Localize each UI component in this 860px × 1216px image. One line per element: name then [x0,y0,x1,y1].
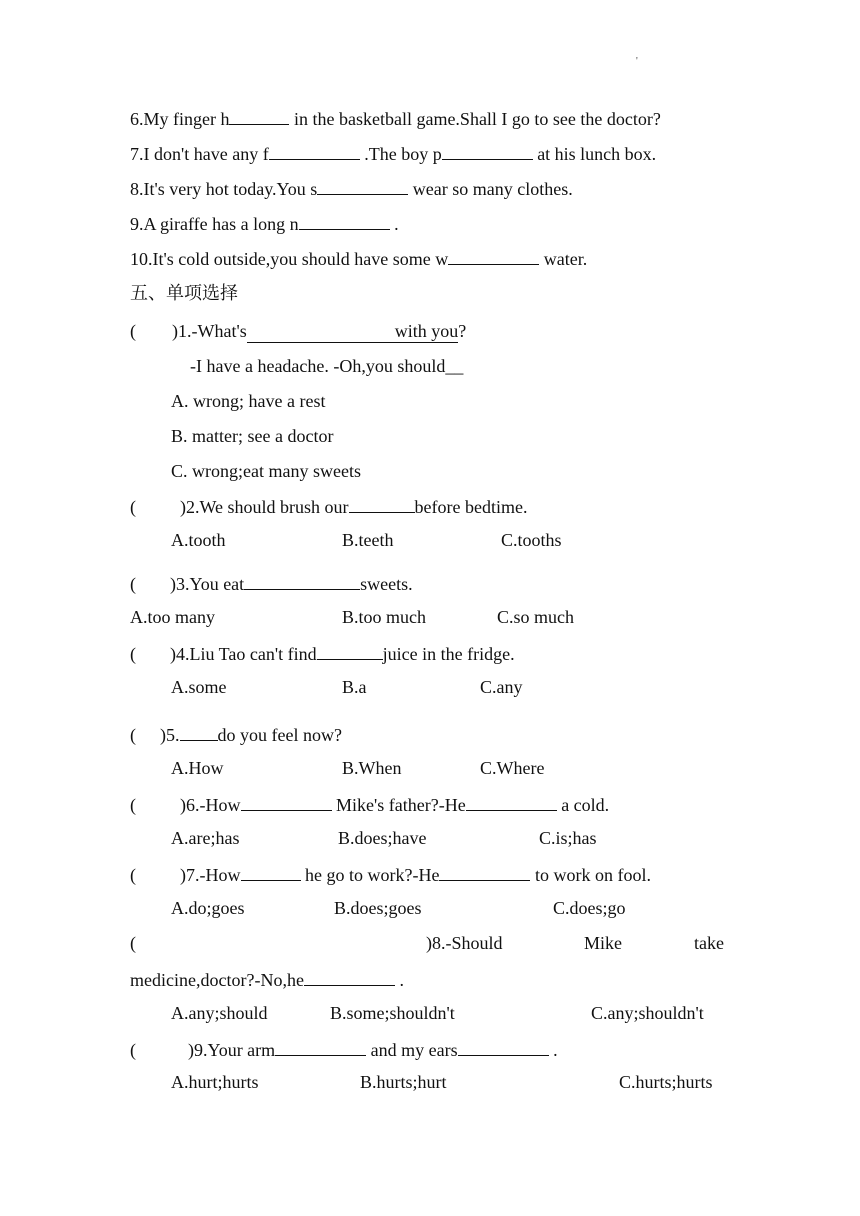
option-b[interactable]: B.does;have [338,828,427,848]
answer-blank[interactable] [241,862,301,881]
answer-blank[interactable] [448,246,539,265]
option-c[interactable]: C.Where [480,758,545,778]
question-text: )7.-How [180,865,241,885]
question-text: 8.It's very hot today.You s [130,179,318,199]
paren: ( [130,497,136,517]
page-mark: ' [636,56,638,67]
question-text: water. [539,249,588,269]
answer-blank[interactable] [317,641,383,660]
question-text: a cold. [556,795,610,815]
answer-blank[interactable] [299,211,390,230]
mc-question-9 [130,1037,558,1061]
fill-question-9 [130,211,399,235]
question-text: 7.I don't have any f [130,144,269,164]
answer-blank[interactable] [241,792,332,811]
option-c[interactable]: C. wrong;eat many sweets [171,461,361,481]
fill-question-7 [130,141,656,165]
mc-question-4 [130,641,515,665]
option-c[interactable]: C.any;shouldn't [591,1003,704,1023]
answer-blank[interactable] [349,494,415,513]
paren: ( [130,574,136,594]
question-text: 9.A giraffe has a long n [130,214,299,234]
question-text: and my ears [366,1040,458,1060]
mc-question-3 [130,571,413,595]
mc-question-2 [130,494,527,518]
option-c[interactable]: C.tooths [501,530,562,550]
fill-question-8 [130,176,573,200]
mc-question-8-paren: ( [130,933,136,953]
question-text: Mike [584,933,622,953]
answer-blank[interactable] [304,967,395,986]
answer-blank[interactable] [247,320,459,343]
question-text: take [694,933,724,953]
answer-blank[interactable] [442,141,533,160]
option-a[interactable]: A.are;has [171,828,240,848]
option-c[interactable]: C.so much [497,607,575,627]
question-text: )8.-Should [426,933,503,953]
mc-question-5 [130,722,342,746]
option-c[interactable]: C.is;has [539,828,597,848]
question-text: juice in the fridge. [382,644,515,664]
option-a[interactable]: A.too many [130,607,215,627]
option-c[interactable]: C.any [480,677,523,697]
paren: ( [130,1040,136,1060]
question-text: wear so many clothes. [408,179,573,199]
option-a[interactable]: A.some [171,677,227,697]
option-b[interactable]: B.some;shouldn't [330,1003,455,1023]
paren: ( [130,865,136,885]
fill-question-10 [130,246,587,270]
dialog-line: -I have a headache. -Oh,you should__ [190,356,464,376]
question-text: do you feel now? [217,725,342,745]
question-text: ? [458,321,467,341]
question-text: he go to work?-He [300,865,440,885]
question-text: . [548,1040,558,1060]
mc-question-7 [130,862,651,886]
section-title: 五、单项选择 [130,283,238,303]
option-a[interactable]: A.any;should [171,1003,268,1023]
question-text: 6.My finger h [130,109,230,129]
option-b[interactable]: B.too much [342,607,426,627]
question-text: at his lunch box. [532,144,657,164]
answer-blank[interactable] [458,1037,549,1056]
option-a[interactable]: A.hurt;hurts [171,1072,259,1092]
answer-blank[interactable] [244,571,360,590]
answer-blank[interactable] [466,792,557,811]
option-b[interactable]: B.hurts;hurt [360,1072,447,1092]
answer-blank[interactable] [229,106,289,125]
question-text: . [394,970,404,990]
paren: ( [130,725,136,745]
question-text: )2.We should brush our [180,497,349,517]
option-a[interactable]: A. wrong; have a rest [171,391,326,411]
answer-blank[interactable] [275,1037,366,1056]
question-text: sweets. [360,574,413,594]
question-text: )5. [160,725,180,745]
option-b[interactable]: B.teeth [342,530,394,550]
question-text: in the basketball game.Shall I go to see the doctor? [289,109,661,129]
question-text: .The boy p [359,144,442,164]
option-b[interactable]: B.does;goes [334,898,422,918]
mc-question-6 [130,792,609,816]
question-text: . [389,214,399,234]
question-text: with you [394,321,459,341]
option-b[interactable]: B.a [342,677,367,697]
option-b[interactable]: B.When [342,758,402,778]
question-text: medicine,doctor?-No,he [130,970,304,990]
answer-blank[interactable] [439,862,530,881]
question-text: )9.Your arm [188,1040,276,1060]
option-a[interactable]: A.do;goes [171,898,245,918]
question-text: 10.It's cold outside,you should have some w [130,249,449,269]
question-text: Mike's father?-He [331,795,466,815]
paren: ( [130,321,136,341]
question-text: before bedtime. [414,497,528,517]
paren: ( [130,644,136,664]
question-text: to work on fool. [530,865,651,885]
option-a[interactable]: A.tooth [171,530,226,550]
option-c[interactable]: C.hurts;hurts [619,1072,713,1092]
answer-blank[interactable] [317,176,408,195]
answer-blank[interactable] [269,141,360,160]
question-text: )4.Liu Tao can't find [170,644,317,664]
option-a[interactable]: A.How [171,758,224,778]
option-c[interactable]: C.does;go [553,898,626,918]
question-text: )3.You eat [170,574,245,594]
question-text: )1.-What's [172,321,247,341]
mc-question-1 [130,320,466,343]
answer-blank[interactable] [180,722,218,741]
paren: ( [130,795,136,815]
fill-question-6 [130,106,661,130]
option-b[interactable]: B. matter; see a doctor [171,426,334,446]
mc-question-8-line2 [130,967,404,991]
question-text: )6.-How [180,795,241,815]
